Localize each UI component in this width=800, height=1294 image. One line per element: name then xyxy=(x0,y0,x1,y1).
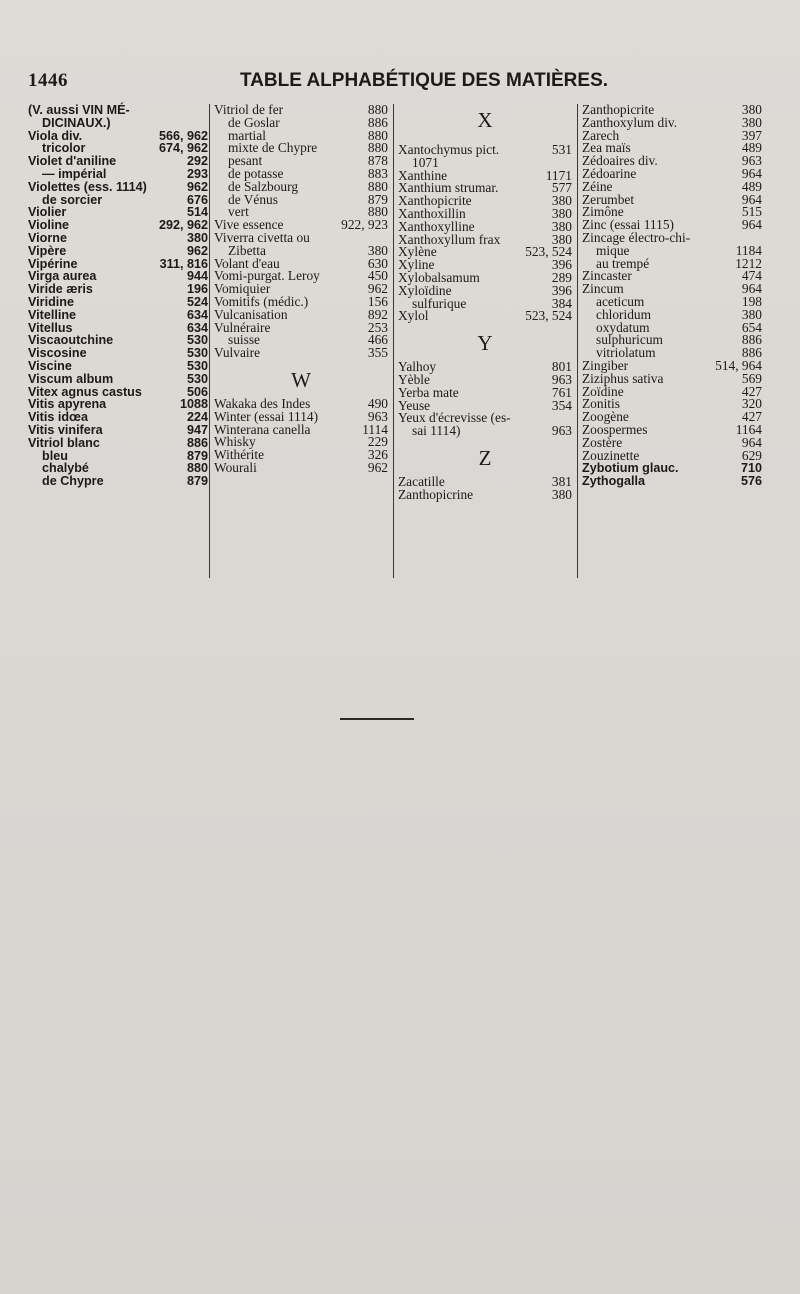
entry-term: chloridum xyxy=(596,306,652,322)
entry-page-ref: 654 xyxy=(741,319,762,335)
entry-term: Vitex agnus castus xyxy=(28,384,142,399)
page-header xyxy=(28,68,772,94)
entry-term: Xylobalsamum xyxy=(398,269,480,285)
index-entry xyxy=(28,296,208,309)
entry-page-ref: 381 xyxy=(551,473,572,489)
entry-term: Vulcanisation xyxy=(214,306,288,322)
entry-page-ref: 886 xyxy=(741,345,762,361)
entry-page-ref: 490 xyxy=(367,395,388,411)
entry-term: Zincage électro-chi- xyxy=(582,229,691,245)
entry-page-ref: 886 xyxy=(741,332,762,348)
index-entry xyxy=(398,425,572,438)
entry-page-ref: 676 xyxy=(186,192,208,207)
entry-term: Volant d'eau xyxy=(214,255,280,271)
entry-term: Viola div. xyxy=(28,128,83,143)
entry-term: Whisky xyxy=(214,434,256,450)
entry-term: Vitriol de fer xyxy=(214,102,284,117)
end-rule xyxy=(340,718,414,720)
entry-page-ref: 380 xyxy=(186,230,208,245)
entry-term: Xantochymus pict. xyxy=(398,142,500,157)
entry-term: Xanthoxillin xyxy=(398,205,466,221)
entry-term: Zacatille xyxy=(398,473,445,489)
entry-term: Yerba mate xyxy=(398,384,459,400)
index-entry xyxy=(214,347,388,360)
entry-page-ref: 427 xyxy=(741,383,762,399)
entry-term: Zanthoxylum div. xyxy=(582,114,678,130)
entry-term: Xanthine xyxy=(398,167,448,183)
entry-page-ref: 886 xyxy=(367,114,388,130)
entry-page-ref: 229 xyxy=(367,434,388,450)
entry-term: Ziziphus sativa xyxy=(582,370,664,386)
column-divider xyxy=(393,104,394,578)
entry-page-ref: 964 xyxy=(741,434,762,450)
entry-term: Vulnéraire xyxy=(214,319,271,335)
entry-page-ref: 1164 xyxy=(735,421,762,437)
entry-term: Zoogène xyxy=(582,409,629,425)
column-divider xyxy=(209,104,210,578)
entry-page-ref: 962 xyxy=(186,179,208,194)
entry-page-ref: 963 xyxy=(367,408,388,424)
entry-page-ref: 293 xyxy=(186,166,208,181)
entry-page-ref: 396 xyxy=(551,282,572,298)
entry-page-ref: 466 xyxy=(367,332,388,348)
entry-term: de sorcier xyxy=(42,192,103,207)
entry-page-ref: 380 xyxy=(741,306,762,322)
entry-page-ref: 880 xyxy=(367,204,388,220)
index-entry xyxy=(214,459,388,475)
index-entry xyxy=(28,245,208,258)
entry-term: Viscaoutchine xyxy=(28,333,114,348)
index-entry xyxy=(28,168,208,181)
entry-term: Zincaster xyxy=(582,268,632,284)
entry-page-ref: 524 xyxy=(186,294,208,309)
entry-page-ref: 710 xyxy=(740,461,762,476)
entry-page-ref: 880 xyxy=(367,140,388,156)
entry-page-ref: 523, 524 xyxy=(525,308,572,324)
entry-page-ref: 489 xyxy=(741,178,762,194)
entry-term: — impérial xyxy=(42,166,107,181)
entry-term: Vomitifs (médic.) xyxy=(214,293,309,309)
section-letter: X xyxy=(477,108,493,132)
entry-term: Wourali xyxy=(214,459,257,475)
entry-page-ref: 883 xyxy=(367,165,388,181)
entry-term: Zonitis xyxy=(582,396,620,412)
entry-term: de Goslar xyxy=(228,114,280,130)
entry-term: 1071 xyxy=(412,154,439,170)
entry-page-ref: 292, 962 xyxy=(158,218,208,233)
entry-term: Zimône xyxy=(582,204,624,220)
entry-term: Yeuse xyxy=(398,397,431,413)
entry-term: Vitriol blanc xyxy=(28,435,100,450)
entry-term: Yalhoy xyxy=(398,359,437,375)
entry-term: Vitis idœa xyxy=(28,410,88,425)
entry-page-ref: 577 xyxy=(551,180,572,196)
entry-term: Wakaka des Indes xyxy=(214,395,311,411)
entry-page-ref: 880 xyxy=(367,127,388,143)
entry-term: Virga aurea xyxy=(28,269,97,284)
entry-term: Xanthoxyllum frax xyxy=(398,231,501,247)
entry-term: Xyloïdine xyxy=(398,282,452,298)
index-entry xyxy=(28,181,208,194)
entry-term: Vulvaire xyxy=(214,345,261,361)
entry-page-ref: 964 xyxy=(741,165,762,181)
entry-page-ref: 289 xyxy=(551,269,572,285)
entry-page-ref: 530 xyxy=(186,346,208,361)
section-letter: Y xyxy=(477,331,493,356)
entry-term: Withérite xyxy=(214,447,265,463)
entry-page-ref: 380 xyxy=(367,242,388,258)
entry-page-ref: 878 xyxy=(367,153,388,169)
index-entry xyxy=(28,309,208,322)
entry-term: Yèble xyxy=(398,371,430,387)
entry-term: Zostère xyxy=(582,434,623,450)
entry-term: tricolor xyxy=(42,141,86,156)
index-entry xyxy=(398,486,572,502)
entry-term: Xylol xyxy=(398,308,429,324)
entry-term: (V. aussi VIN MÉ- xyxy=(28,103,130,117)
entry-page-ref: 253 xyxy=(367,319,388,335)
entry-page-ref: 964 xyxy=(741,217,762,233)
index-entry xyxy=(582,475,762,488)
entry-page-ref: 630 xyxy=(367,255,388,271)
entry-page-ref: 523, 524 xyxy=(525,244,572,260)
index-entry xyxy=(28,232,208,245)
index-column-2 xyxy=(214,104,388,475)
entry-page-ref: 530 xyxy=(186,333,208,348)
index-entry xyxy=(398,310,572,323)
entry-page-ref: 963 xyxy=(551,371,572,387)
entry-page-ref: 880 xyxy=(186,461,208,476)
entry-page-ref: 963 xyxy=(551,423,572,439)
entry-page-ref: 962 xyxy=(367,459,388,475)
section-letter: Z xyxy=(478,445,492,470)
entry-page-ref: 156 xyxy=(367,293,388,309)
entry-page-ref: 944 xyxy=(186,269,208,284)
entry-term: Zibetta xyxy=(228,242,266,258)
entry-term: Vitis apyrena xyxy=(28,397,107,412)
entry-page-ref: 964 xyxy=(741,191,762,207)
entry-page-ref: 879 xyxy=(186,448,208,463)
entry-page-ref: 224 xyxy=(186,410,208,425)
entry-term: suisse xyxy=(228,332,260,348)
entry-term: Zéine xyxy=(582,178,613,194)
entry-term: Zea maïs xyxy=(582,140,631,156)
entry-page-ref: 576 xyxy=(740,474,762,489)
entry-term: vert xyxy=(228,204,249,220)
entry-page-ref: 380 xyxy=(741,102,762,117)
entry-page-ref: 397 xyxy=(741,127,762,143)
index-column-4 xyxy=(582,104,762,488)
entry-page-ref: 880 xyxy=(367,102,388,117)
entry-page-ref: 311, 816 xyxy=(159,256,208,271)
entry-term: Xanthoxylline xyxy=(398,218,475,234)
index-entry xyxy=(28,437,208,450)
entry-term: Viscum album xyxy=(28,371,114,386)
entry-term: mixte de Chypre xyxy=(228,140,318,156)
entry-term: Viride æris xyxy=(28,282,93,297)
entry-page-ref: 530 xyxy=(186,358,208,373)
entry-page-ref: 892 xyxy=(367,306,388,322)
entry-term: de Vénus xyxy=(228,191,278,207)
entry-term: Zoïdine xyxy=(582,383,624,399)
entry-term: Violier xyxy=(28,205,67,220)
entry-term: Zédoaires div. xyxy=(582,153,658,169)
entry-page-ref: 566, 962 xyxy=(158,128,208,143)
entry-term: Viverra civetta ou xyxy=(214,229,310,245)
entry-term: Zouzinette xyxy=(582,447,640,463)
entry-page-ref: 530 xyxy=(186,371,208,386)
entry-term: Vipérine xyxy=(28,256,78,271)
entry-page-ref: 355 xyxy=(367,345,388,361)
entry-term: Viscine xyxy=(28,358,72,373)
entry-term: Viorne xyxy=(28,230,67,245)
entry-term: Zincum xyxy=(582,281,624,297)
entry-page-ref: 1171 xyxy=(545,167,572,183)
entry-term: Xyline xyxy=(398,257,435,273)
entry-page-ref: 196 xyxy=(186,282,208,297)
entry-page-ref: 515 xyxy=(741,204,762,220)
entry-page-ref: 886 xyxy=(186,435,208,450)
entry-page-ref: 922, 923 xyxy=(341,217,388,233)
entry-term: chalybé xyxy=(42,461,89,476)
entry-page-ref: 531 xyxy=(551,142,572,157)
entry-term: de Chypre xyxy=(42,474,104,489)
entry-term: Yeux d'écrevisse (es- xyxy=(398,410,511,426)
entry-term: Violettes (ess. 1114) xyxy=(28,179,147,194)
entry-term: Xanthium strumar. xyxy=(398,180,499,196)
entry-page-ref: 489 xyxy=(741,140,762,156)
entry-page-ref: 761 xyxy=(551,384,572,400)
entry-page-ref: 198 xyxy=(741,293,762,309)
entry-term: au trempé xyxy=(596,255,650,271)
entry-page-ref: 634 xyxy=(186,320,208,335)
entry-term: Winter (essai 1114) xyxy=(214,408,319,424)
index-entry xyxy=(28,411,208,424)
entry-page-ref: 380 xyxy=(551,205,572,221)
entry-page-ref: 380 xyxy=(551,193,572,209)
entry-page-ref: 326 xyxy=(367,447,388,463)
index-entry xyxy=(28,117,208,130)
entry-term: Vipère xyxy=(28,243,67,258)
entry-term: de Salzbourg xyxy=(228,178,299,194)
entry-page-ref: 384 xyxy=(551,295,572,311)
entry-page-ref: 879 xyxy=(186,474,208,489)
entry-term: Viridine xyxy=(28,294,74,309)
entry-page-ref: 674, 962 xyxy=(158,141,208,156)
entry-term: Vomiquier xyxy=(214,281,271,297)
entry-term: Xylène xyxy=(398,244,437,260)
entry-page-ref: 801 xyxy=(551,359,572,375)
entry-term: Zinc (essai 1115) xyxy=(582,217,674,233)
entry-term: Vive essence xyxy=(214,217,284,233)
entry-term: mique xyxy=(596,242,630,258)
entry-term: Violine xyxy=(28,218,70,233)
index-entry xyxy=(28,424,208,437)
entry-term: Vitelline xyxy=(28,307,77,322)
entry-term: aceticum xyxy=(596,293,645,309)
entry-page-ref: 879 xyxy=(367,191,388,207)
entry-page-ref: 292 xyxy=(186,154,208,169)
entry-page-ref: 380 xyxy=(551,231,572,247)
index-column-1 xyxy=(28,104,208,488)
entry-page-ref: 396 xyxy=(551,257,572,273)
entry-page-ref: 1114 xyxy=(362,421,388,437)
entry-page-ref: 1088 xyxy=(179,397,208,412)
running-title: TABLE ALPHABÉTIQUE DES MATIÈRES. xyxy=(239,70,609,91)
entry-page-ref: 964 xyxy=(741,281,762,297)
entry-term: Vomi-purgat. Leroy xyxy=(214,268,320,284)
entry-page-ref: 569 xyxy=(741,370,762,386)
entry-term: Zanthopicrite xyxy=(582,102,655,117)
entry-page-ref: 450 xyxy=(367,268,388,284)
entry-term: sulphuricum xyxy=(596,332,663,348)
entry-page-ref: 354 xyxy=(551,397,572,413)
entry-page-ref: 320 xyxy=(741,396,762,412)
entry-term: Zerumbet xyxy=(582,191,635,207)
entry-term: Zédoarine xyxy=(582,165,637,181)
entry-page-ref: 962 xyxy=(367,281,388,297)
entry-page-ref: 1212 xyxy=(735,255,762,271)
entry-page-ref: 1184 xyxy=(735,242,762,258)
entry-term: vitriolatum xyxy=(596,345,656,361)
entry-term: sai 1114) xyxy=(412,423,461,439)
entry-term: bleu xyxy=(42,448,68,463)
entry-term: DICINAUX.) xyxy=(42,115,111,130)
entry-term: Vitis vinifera xyxy=(28,422,103,437)
entry-page-ref: 380 xyxy=(551,218,572,234)
entry-term: Zybotium glauc. xyxy=(582,461,679,476)
entry-page-ref: 514, 964 xyxy=(715,357,762,373)
page-number: 1446 xyxy=(28,70,68,91)
entry-term: Zanthopicrine xyxy=(398,486,474,502)
index-column-3 xyxy=(398,104,572,502)
entry-page-ref: 629 xyxy=(741,447,762,463)
entry-page-ref: 474 xyxy=(741,268,762,284)
entry-page-ref: 380 xyxy=(551,486,572,502)
index-entry xyxy=(28,104,208,117)
column-divider xyxy=(577,104,578,578)
entry-page-ref: 427 xyxy=(741,409,762,425)
entry-page-ref: 380 xyxy=(741,114,762,130)
entry-term: de potasse xyxy=(228,165,284,181)
index-entry xyxy=(28,475,208,488)
entry-term: oxydatum xyxy=(596,319,650,335)
entry-term: sulfurique xyxy=(412,295,467,311)
section-letter: W xyxy=(291,367,311,392)
entry-term: martial xyxy=(228,127,266,143)
entry-term: Zoospermes xyxy=(582,421,648,437)
entry-page-ref: 962 xyxy=(186,243,208,258)
index-entry xyxy=(28,373,208,386)
entry-term: Viscosine xyxy=(28,346,87,361)
entry-page-ref: 506 xyxy=(186,384,208,399)
index-entry xyxy=(28,360,208,373)
entry-term: Violet d'aniline xyxy=(28,154,117,169)
entry-term: Xanthopicrite xyxy=(398,193,472,209)
entry-term: pesant xyxy=(228,153,263,169)
entry-page-ref: 880 xyxy=(367,178,388,194)
entry-term: Winterana canella xyxy=(214,421,311,437)
entry-page-ref: 947 xyxy=(186,422,208,437)
entry-term: Zythogalla xyxy=(582,474,645,489)
entry-term: Vitellus xyxy=(28,320,73,335)
entry-page-ref: 514 xyxy=(186,205,208,220)
entry-page-ref: 634 xyxy=(186,307,208,322)
entry-term: Zingiber xyxy=(582,357,629,373)
entry-term: Zarech xyxy=(582,127,620,143)
entry-page-ref: 963 xyxy=(741,153,762,169)
